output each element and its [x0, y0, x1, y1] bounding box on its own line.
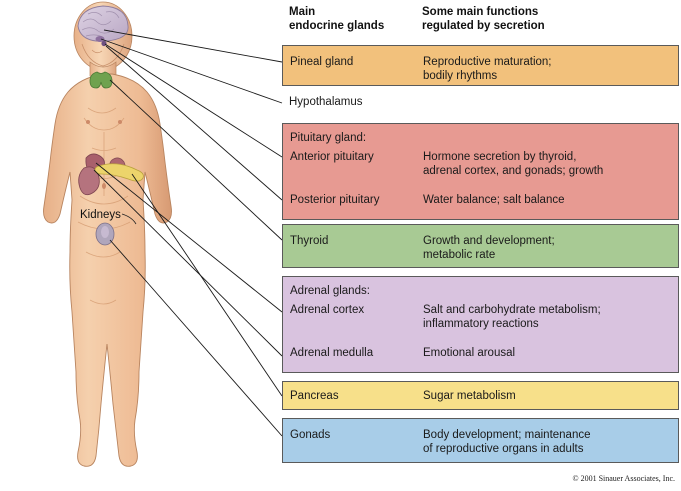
row-function-adrenal-medulla: Emotional arousal [423, 347, 516, 359]
row-label-gonads: Gonads [290, 429, 331, 441]
head-region [74, 2, 132, 80]
row-label-hypothalamus: Hypothalamus [289, 96, 363, 108]
human-figure-illustration [0, 0, 280, 486]
row-function-thyroid-line1: Growth and development; [423, 235, 555, 247]
row-function-gonads-line2: of reproductive organs in adults [423, 443, 584, 455]
row-function-thyroid-line2: metabolic rate [423, 249, 496, 261]
row-function-gonads [423, 428, 675, 456]
row-label-adrenal-cortex: Adrenal cortex [290, 304, 365, 316]
table-row-thyroid[interactable] [282, 224, 679, 268]
torso-region [44, 74, 172, 466]
row-function-pineal [423, 55, 675, 83]
endocrine-table [282, 0, 681, 486]
column-header-glands [289, 6, 419, 33]
row-label-anterior-pituitary: Anterior pituitary [290, 151, 374, 163]
row-function-pineal-line2: bodily rhythms [423, 70, 498, 82]
row-function-adrenal-cortex-line1: Salt and carbohydrate metabolism; [423, 304, 601, 316]
table-row-pineal[interactable] [282, 45, 679, 86]
row-function-pineal-line1: Reproductive maturation; [423, 56, 552, 68]
column-header-glands-line1: Main [289, 6, 316, 18]
brain-illustration [78, 6, 128, 41]
table-row-gonads[interactable] [282, 418, 679, 463]
body-diagram-svg [0, 0, 280, 486]
row-function-adrenal-cortex-line2: inflammatory reactions [423, 318, 539, 330]
row-label-posterior-pituitary: Posterior pituitary [290, 194, 380, 206]
table-column-headers [282, 6, 681, 42]
table-row-pancreas[interactable] [282, 381, 679, 410]
row-function-pancreas: Sugar metabolism [423, 390, 516, 402]
row-function-anterior-pituitary [423, 150, 675, 178]
row-function-adrenal-cortex [423, 303, 675, 331]
pituitary-marker [101, 41, 106, 46]
row-label-thyroid: Thyroid [290, 235, 329, 247]
row-function-anterior-pituitary-line1: Hormone secretion by thyroid, [423, 151, 577, 163]
table-row-adrenal[interactable] [282, 276, 679, 373]
row-function-anterior-pituitary-line2: adrenal cortex, and gonads; growth [423, 165, 604, 177]
row-label-pancreas: Pancreas [290, 390, 339, 402]
column-header-functions-line2: regulated by secretion [422, 19, 545, 32]
row-function-posterior-pituitary: Water balance; salt balance [423, 194, 565, 206]
row-label-adrenal-medulla: Adrenal medulla [290, 347, 374, 359]
row-group-label-adrenal: Adrenal glands: [290, 285, 370, 297]
kidneys-label: Kidneys [80, 209, 121, 221]
copyright-notice: © 2001 Sinauer Associates, Inc. [572, 474, 675, 483]
column-header-functions [422, 6, 672, 33]
column-header-functions-line1: Some main functions [422, 6, 539, 18]
column-header-glands-line2: endocrine glands [289, 19, 385, 32]
row-function-gonads-line1: Body development; maintenance [423, 429, 591, 441]
table-row-pituitary[interactable] [282, 123, 679, 220]
row-label-pineal: Pineal gland [290, 56, 354, 68]
gonads-illustration [96, 223, 114, 245]
row-function-thyroid [423, 234, 675, 262]
row-group-label-pituitary: Pituitary gland: [290, 132, 367, 144]
